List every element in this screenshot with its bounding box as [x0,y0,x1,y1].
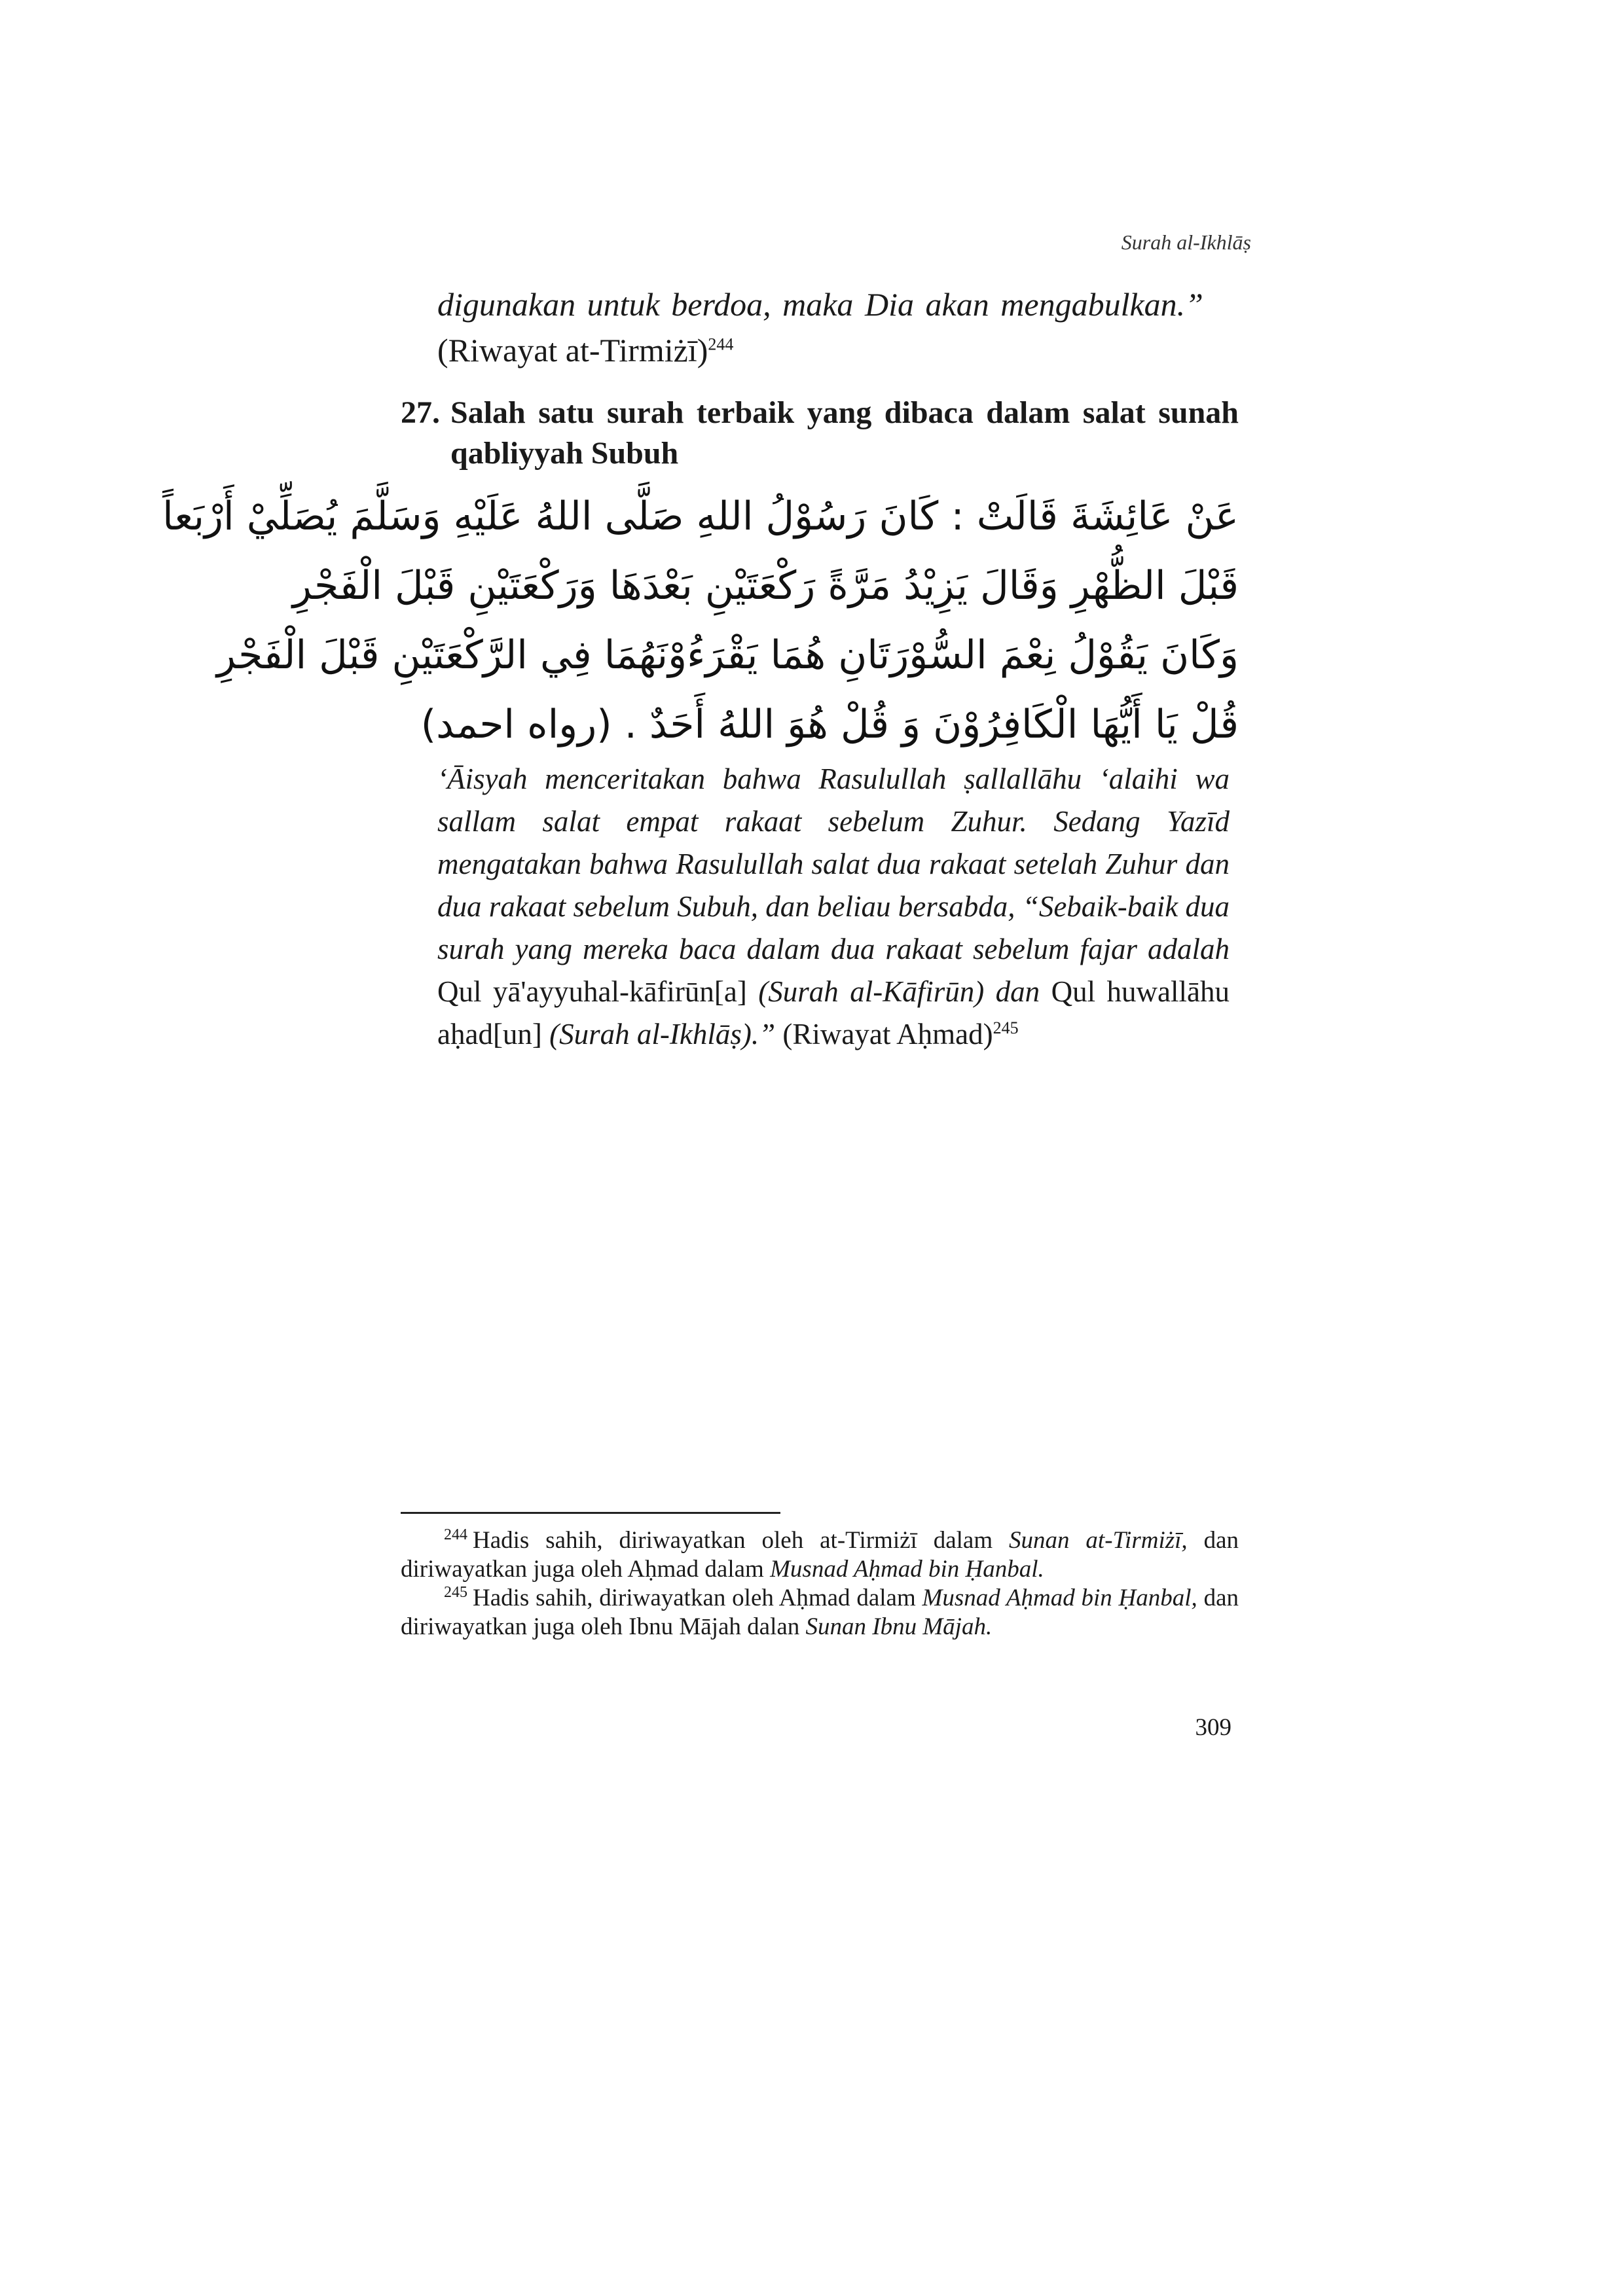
running-header: Surah al-Ikhlāṣ [1121,230,1251,254]
continuation-paragraph [437,281,1203,373]
footnote-number: 245 [444,1583,467,1601]
section-number: 27. [401,395,440,430]
footnote-text: Hadis sahih, diriwayatkan oleh Aḥmad dalam [473,1585,916,1611]
arabic-line-4: قُلْ يَا أَيُّهَا الْكَافِرُوْنَ وَ قُلْ هُوَ اللهُ أَحَدٌ . (رواه احمد) [420,702,1239,747]
section-heading [401,393,1239,474]
surah-ikhlas-translit: Qul huwallāhu aḥad[un] [437,975,1230,1050]
arabic-line-2: قَبْلَ الظُّهْرِ وَقَالَ يَزِيْدُ مَرَّةً رَكْعَتَيْنِ بَعْدَهَا وَرَكْعَتَيْنِ قَبْلَ الْفَجْرِ [292,563,1239,609]
footnote-divider [401,1512,780,1514]
footnote-ref-245: 245 [993,1018,1019,1037]
footnote-text: Hadis sahih, diriwayatkan oleh at-Tirmiżī dalam [473,1527,993,1554]
section-title: Salah satu surah terbaik yang dibaca dalam salat sunah qabliyyah Subuh [450,395,1239,471]
footnote-244 [401,1526,1239,1584]
translation-source: (Riwayat Aḥmad) [782,1018,993,1050]
surah-ikhlas-name: (Surah al-Ikhlāṣ).” [549,1018,776,1050]
arabic-hadith [162,482,1239,759]
footnote-text: dan diriwayatkan juga oleh Ibnu Mājah dalan [401,1585,1239,1640]
footnotes [401,1526,1239,1641]
arabic-line-3: وَكَانَ يَقُوْلُ نِعْمَ السُّوْرَتَانِ هُمَا يَقْرَءُوْنَهُمَا فِي الرَّكْعَتَيْنِ قَبْلَ الْفَجْرِ [216,632,1239,678]
footnote-number: 244 [444,1526,467,1543]
footnote-book: Musnad Aḥmad bin Ḥanbal, [922,1585,1197,1611]
footnote-book: Sunan at-Tirmiżī, [1009,1527,1188,1554]
surah-kafirun-translit: Qul yā'ayyuhal-kāfirūn[a] [437,975,747,1008]
footnote-book: Musnad Aḥmad bin Ḥanbal. [770,1556,1044,1583]
continuation-quote: digunakan untuk berdoa, maka Dia akan mengabulkan.” [437,286,1203,323]
footnote-text: dan diriwayatkan juga oleh Aḥmad dalam [401,1527,1239,1583]
footnote-245 [401,1584,1239,1641]
page-number: 309 [1195,1714,1231,1741]
footnote-ref-244: 244 [708,334,734,354]
translation-paragraph [437,758,1230,1056]
continuation-source: (Riwayat at-Tirmiżī) [437,332,708,368]
translation-text: ‘Āisyah menceritakan bahwa Rasulullah ṣallallāhu ‘alaihi wa sallam salat empat rakaat sebelum Zuhur. Sedang Yazīd mengatakan bahwa Rasulullah salat dua rakaat setelah Zuhur dan dua rakaat sebelum Subuh, dan beliau bersabda, “Sebaik-baik dua surah yang mereka baca dalam dua rakaat sebelum fajar adalah [437,762,1230,965]
surah-kafirun-name: (Surah al-Kāfirūn) dan [758,975,1040,1008]
arabic-line-1: عَنْ عَائِشَةَ قَالَتْ : كَانَ رَسُوْلُ اللهِ صَلَّى اللهُ عَلَيْهِ وَسَلَّمَ يُصَلِّيْ أَرْبَعاً [162,493,1239,539]
footnote-book: Sunan Ibnu Mājah. [805,1613,993,1640]
